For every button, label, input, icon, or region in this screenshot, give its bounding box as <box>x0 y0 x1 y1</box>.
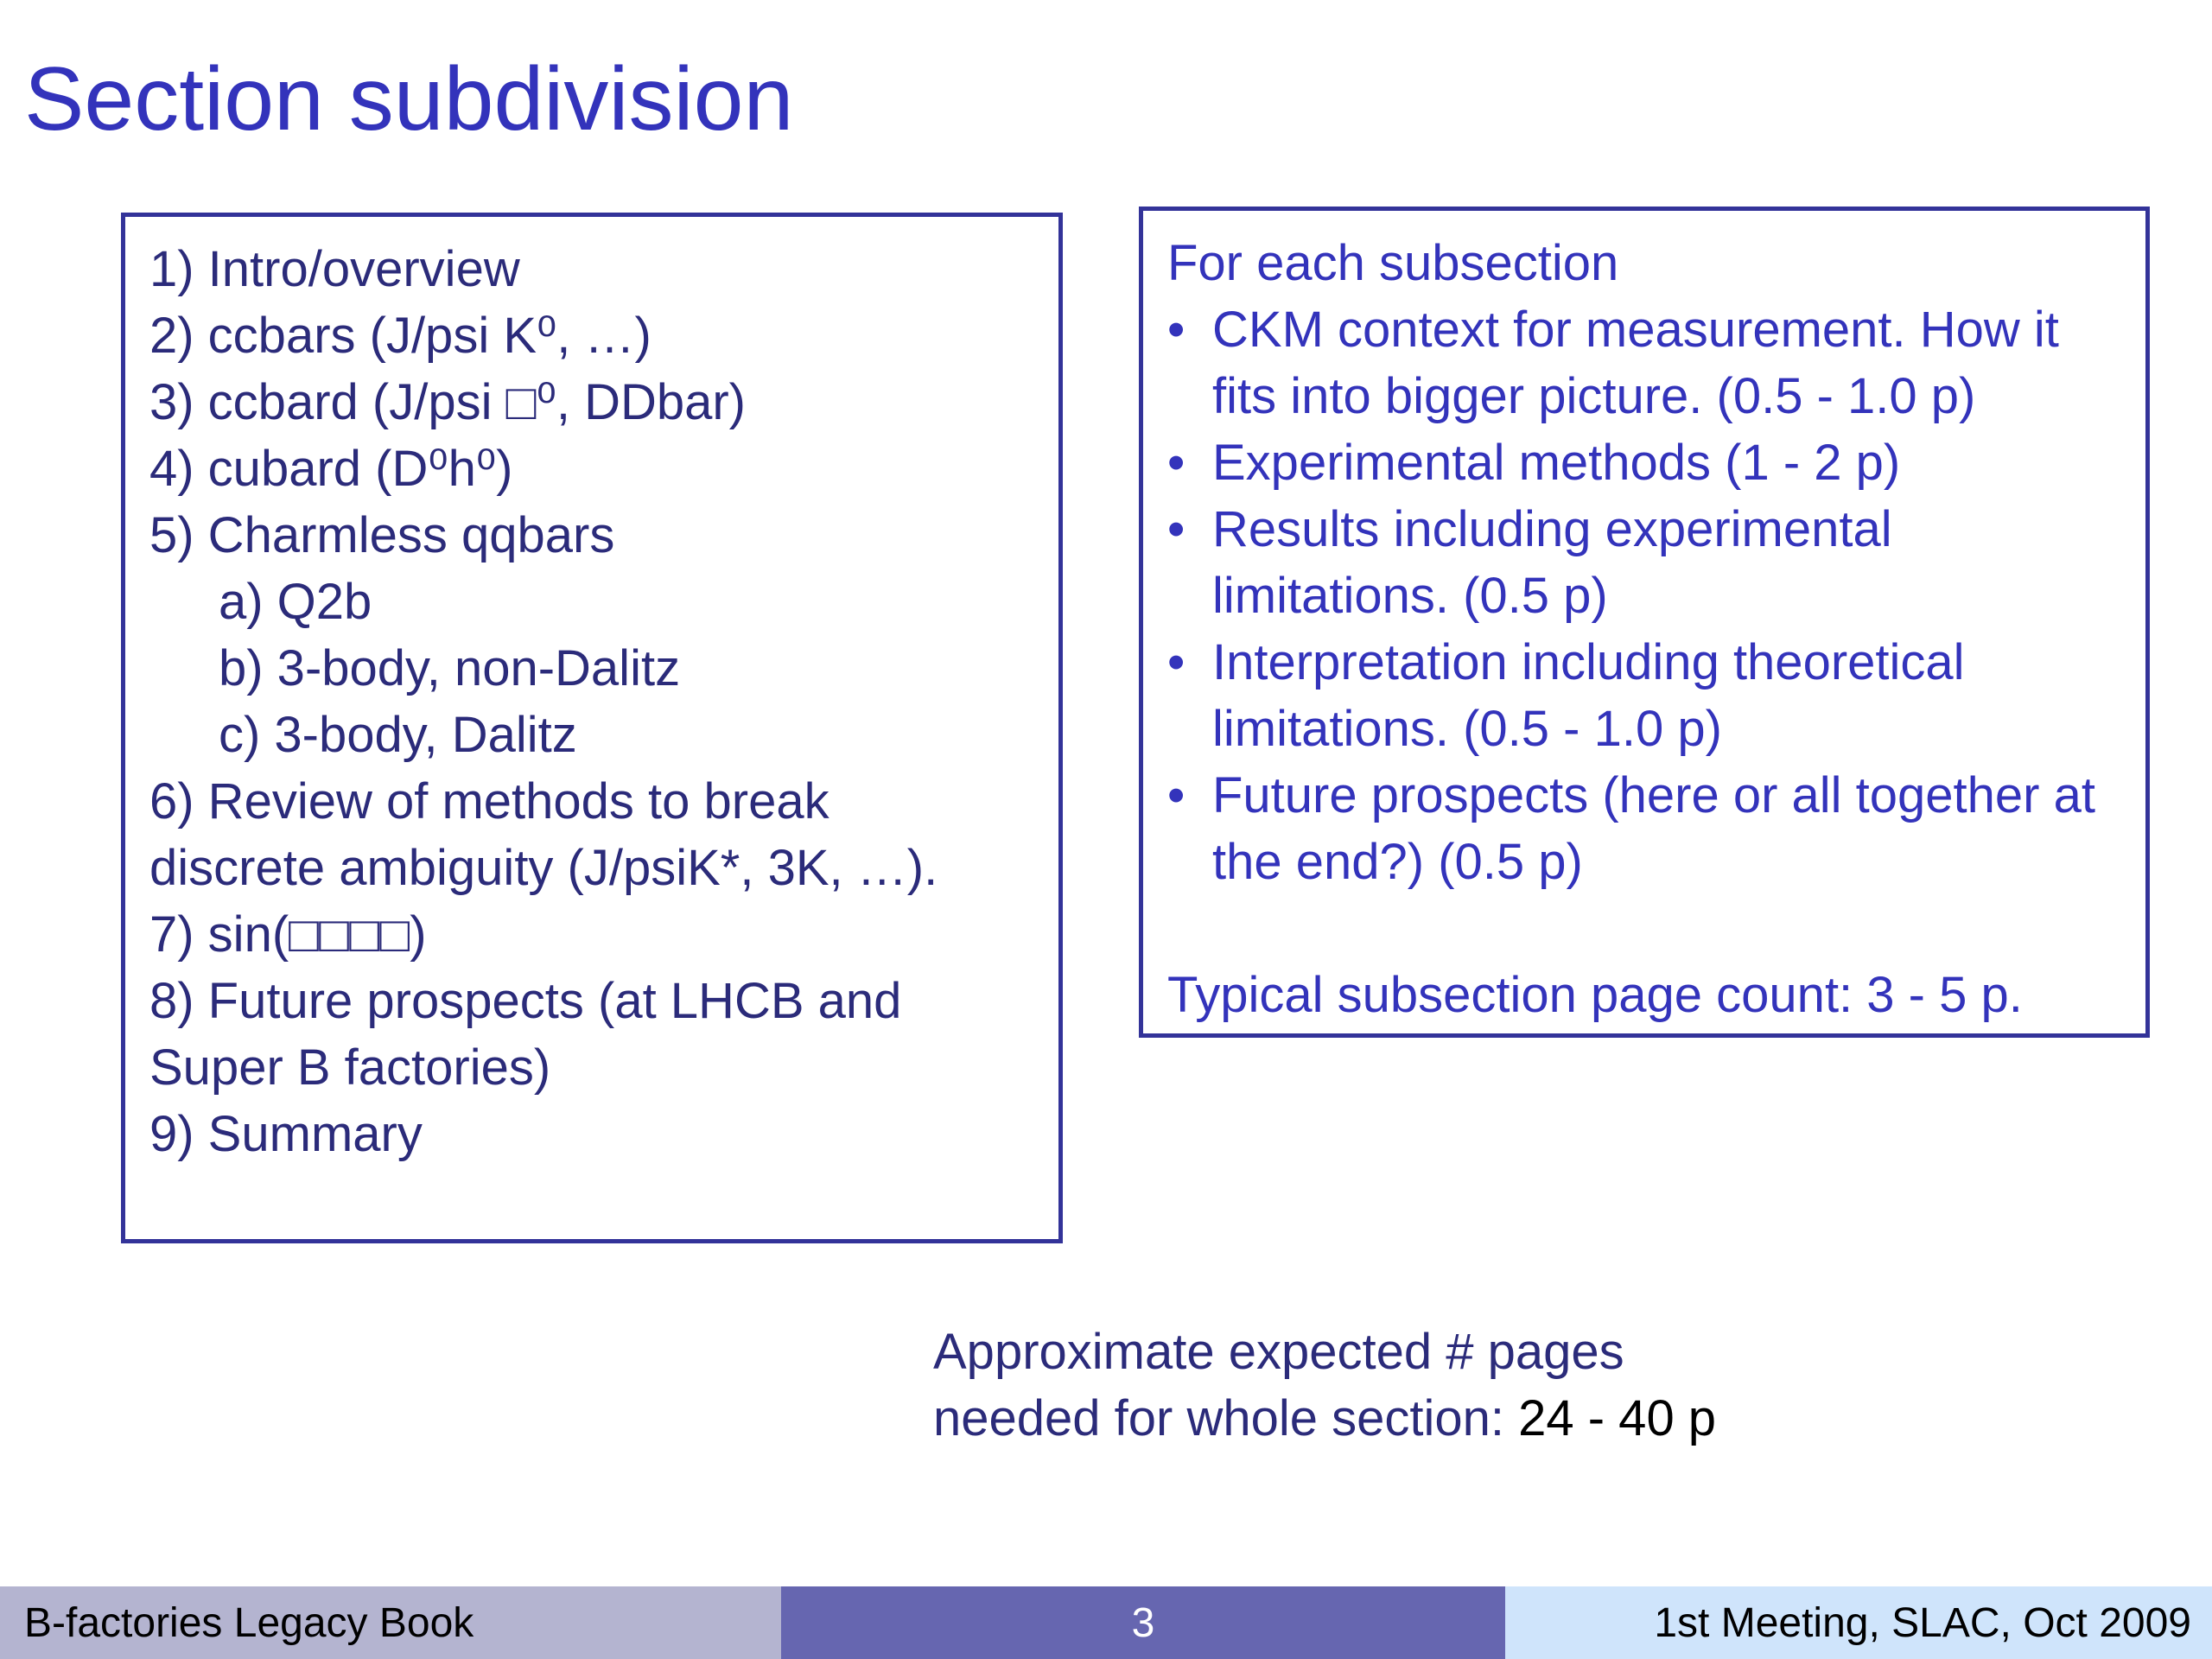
footer-page-number: 3 <box>781 1586 1505 1659</box>
approximate-pages-prefix: needed for whole section: <box>933 1390 1519 1446</box>
approximate-pages-value: 24 - 40 p <box>1518 1390 1717 1446</box>
guideline-bullet <box>1167 762 2145 895</box>
outline-item: 2) ccbars (J/psi K⁰, …) <box>149 308 652 364</box>
slide-footer <box>0 1586 2212 1659</box>
bullet-icon: • <box>1167 634 1185 690</box>
outline-item: 4) cubard (D⁰h⁰) <box>149 441 513 497</box>
approximate-pages-line-2 <box>933 1385 1716 1452</box>
outline-item: 5) Charmless qqbars <box>149 507 615 563</box>
guidelines-heading: For each subsection <box>1167 235 1619 291</box>
bullet-icon: • <box>1167 302 1185 358</box>
typical-page-count: Typical subsection page count: 3 - 5 p. <box>1167 967 2023 1023</box>
outline-item: 7) sin(□□□□) <box>149 906 427 963</box>
spacer <box>1167 895 2145 962</box>
guideline-text: Results including experimental limitations. (0.5 p) <box>1212 501 1892 624</box>
approximate-pages-note <box>933 1319 1716 1452</box>
slide-title: Section subdivision <box>24 49 794 149</box>
outline-item: 6) Review of methods to break <box>149 773 830 830</box>
approximate-pages-line-1: Approximate expected # pages <box>933 1324 1624 1380</box>
footer-book-title: B-factories Legacy Book <box>0 1586 781 1659</box>
outline-subitem: c) 3-body, Dalitz <box>219 707 577 763</box>
bullet-icon: • <box>1167 767 1185 823</box>
guideline-bullet <box>1167 296 2145 429</box>
outline-item: 8) Future prospects (at LHCB and <box>149 973 902 1029</box>
bullet-icon: • <box>1167 435 1185 491</box>
outline-subitem: b) 3-body, non-Dalitz <box>219 640 681 696</box>
outline-subitem: a) Q2b <box>219 574 372 630</box>
outline-item-continuation: Super B factories) <box>149 1039 551 1096</box>
footer-meeting-info: 1st Meeting, SLAC, Oct 2009 <box>1505 1586 2212 1659</box>
bullet-icon: • <box>1167 501 1185 557</box>
guideline-text: CKM context for measurement. How it fits into bigger picture. (0.5 - 1.0 p) <box>1212 302 2059 424</box>
outline-item-continuation: discrete ambiguity (J/psiK*, 3K, …). <box>149 840 938 896</box>
guideline-text: Future prospects (here or all together at the end?) (0.5 p) <box>1212 767 2095 890</box>
subsection-guidelines-box <box>1139 207 2150 1038</box>
guideline-bullet <box>1167 496 2145 629</box>
guideline-bullet <box>1167 429 2145 496</box>
guideline-bullet <box>1167 629 2145 762</box>
outline-item: 3) ccbard (J/psi □⁰, DDbar) <box>149 374 746 430</box>
outline-item: 1) Intro/overview <box>149 241 520 297</box>
guideline-text: Experimental methods (1 - 2 p) <box>1212 435 1901 491</box>
guideline-text: Interpretation including theoretical limitations. (0.5 - 1.0 p) <box>1212 634 1965 757</box>
section-outline-box <box>121 213 1063 1243</box>
outline-item: 9) Summary <box>149 1106 423 1162</box>
